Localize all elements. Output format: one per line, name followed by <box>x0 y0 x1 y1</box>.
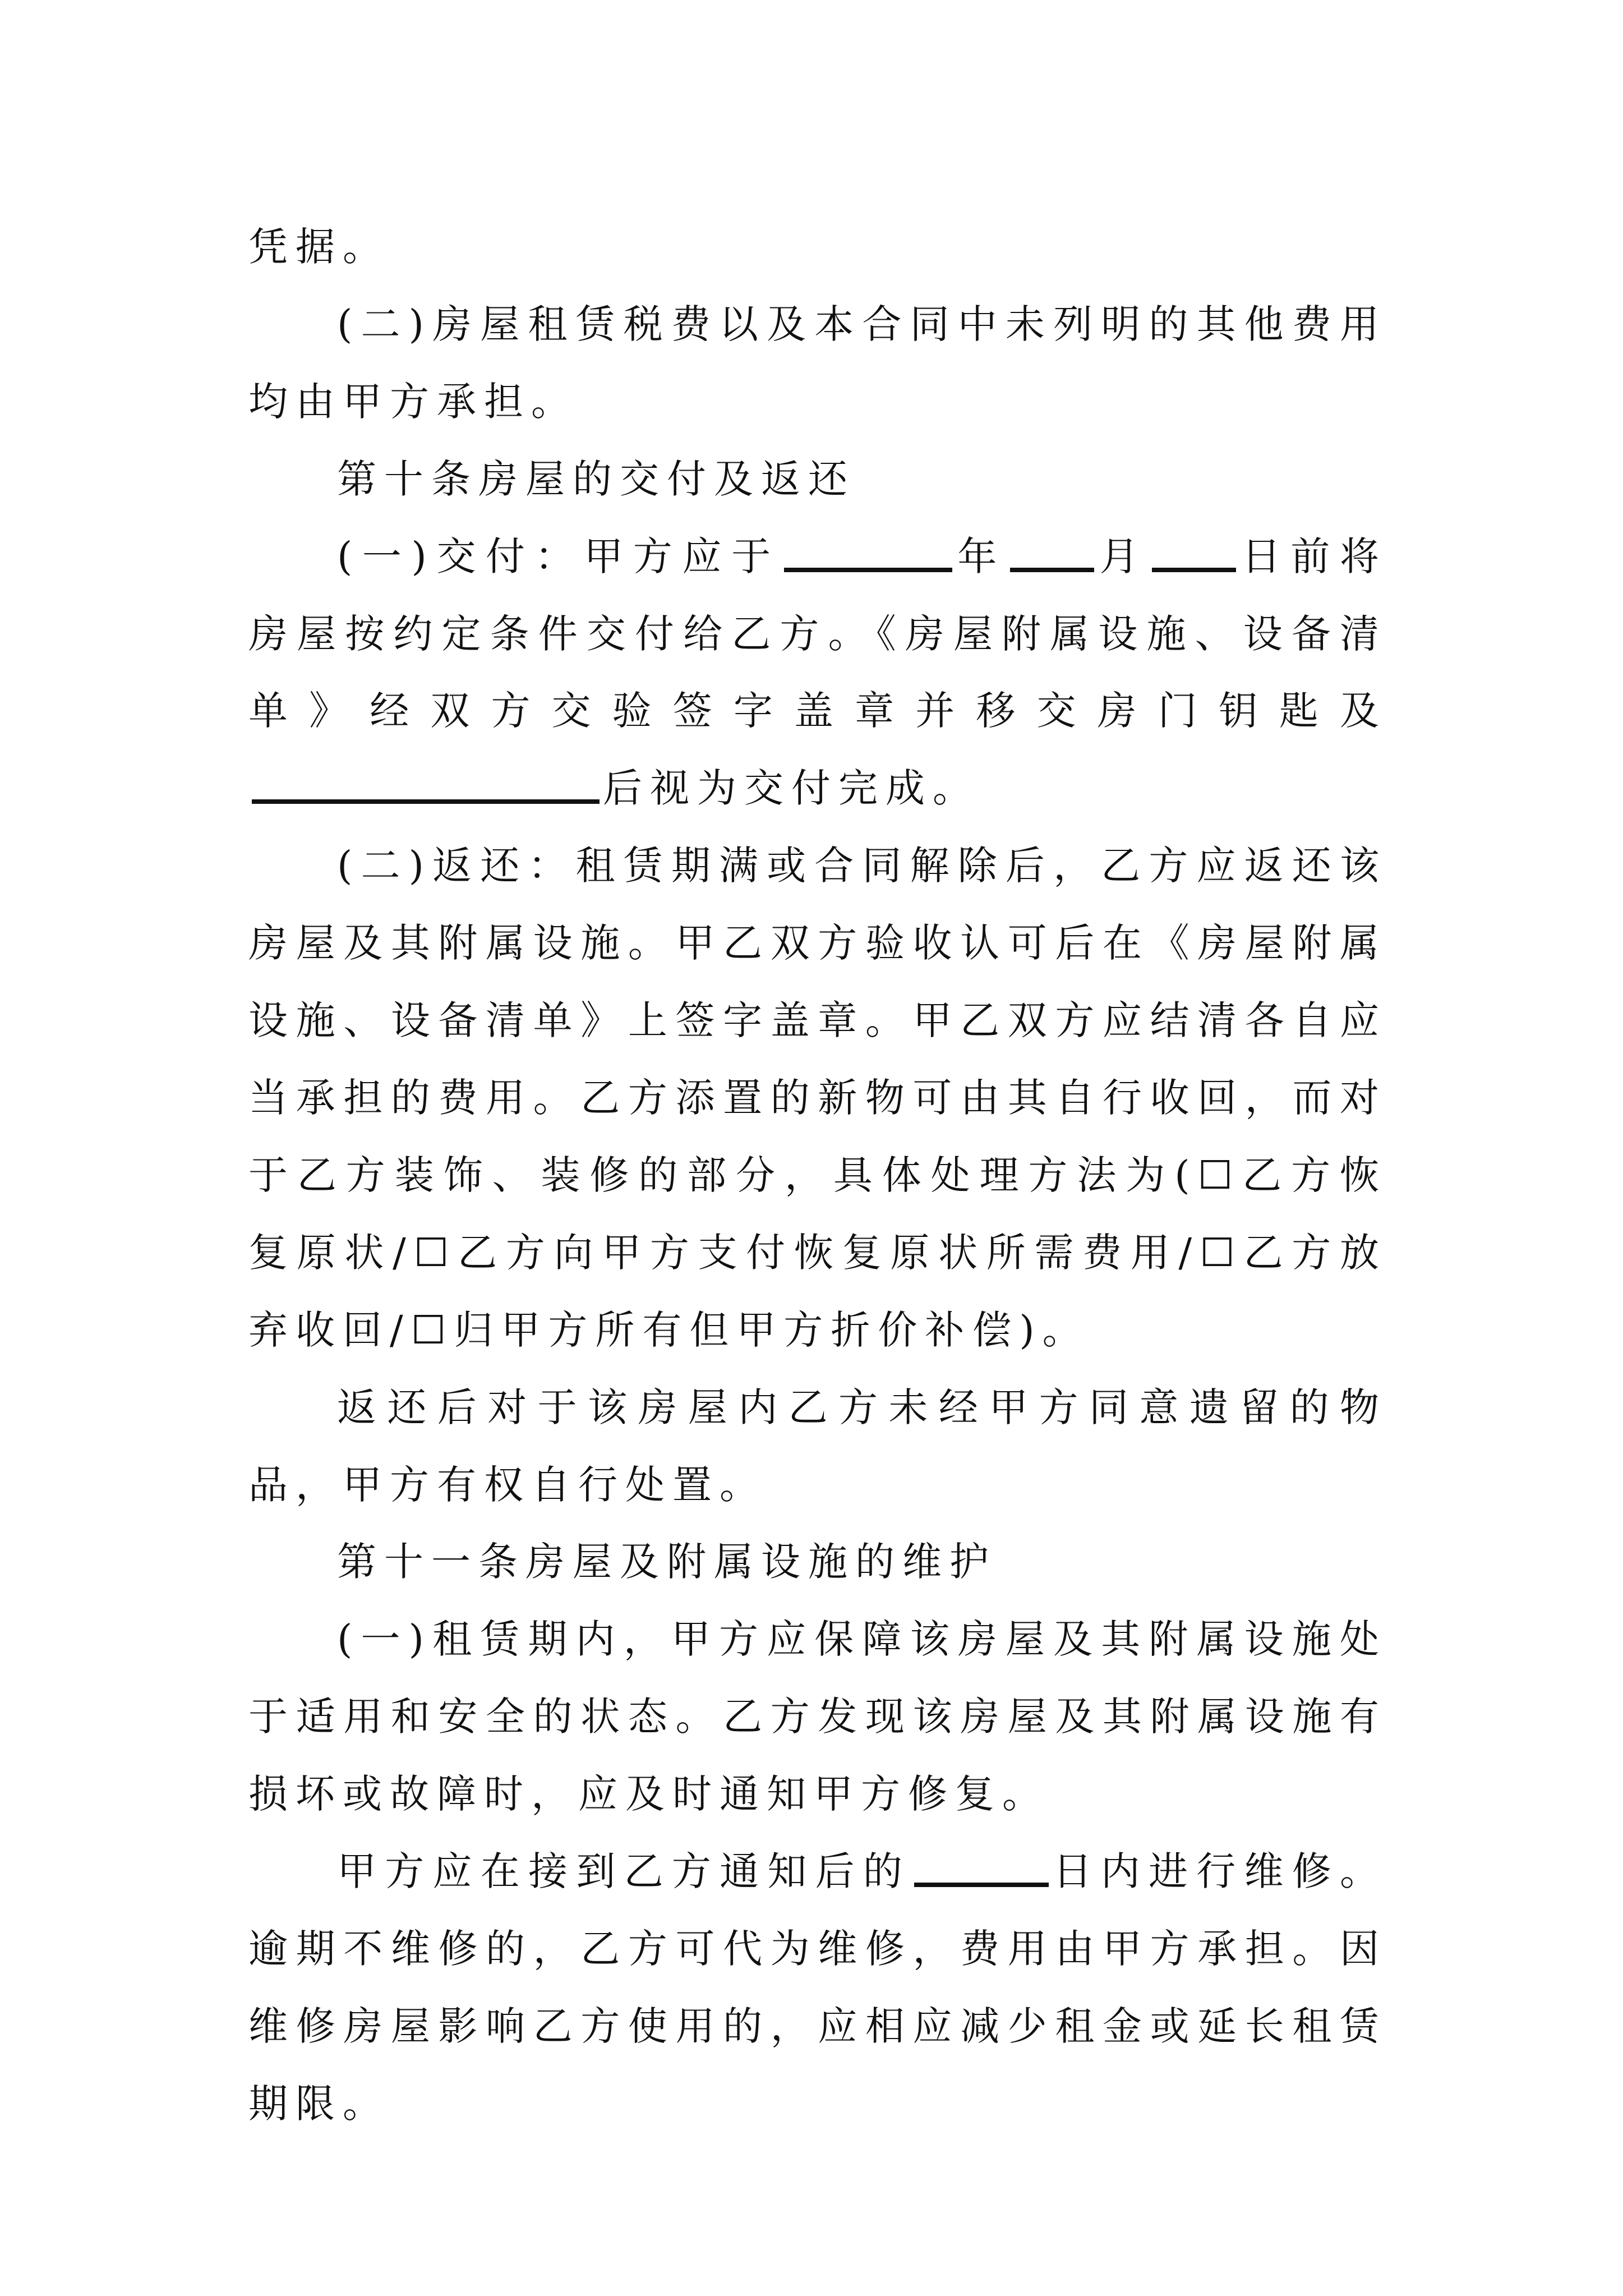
day-blank <box>1152 568 1236 572</box>
article-10-heading: 第十条房屋的交付及返还 <box>337 455 855 502</box>
paragraph-receipt: 凭据。 <box>248 224 390 270</box>
paragraph-taxes-fees: (二)房屋租赁税费以及本合同中未列明的其他费用均由甲方承担。 <box>248 301 1387 425</box>
paragraph-return: (二)返还：租赁期满或合同解除后，乙方应返还该房屋及其附属设施。甲乙双方验收认可后在《房屋附属设施、设备清单》上签字盖章。甲乙双方应结清各自应当承担的费用。乙方添置的新物可由其自行收回，而对于乙方装饰、装修的部分，具体处理方法为(☐乙方恢复原状/☐乙方向甲方支付恢复原状所需费用/☐乙方放弃收回/☐归甲方所有但甲方折价补偿)。 <box>248 843 1387 1353</box>
delivery-text-1: (一)交付：甲方应于 <box>337 533 781 579</box>
paragraph-delivery <box>248 518 1387 828</box>
repair-text-1: 甲方应在接到乙方通知后的 <box>337 1848 911 1895</box>
paragraph-maintenance: (一)租赁期内，甲方应保障该房屋及其附属设施处于适用和安全的状态。乙方发现该房屋及其附属设施有损坏或故障时，应及时通知甲方修复。 <box>248 1616 1387 1818</box>
document-body <box>248 209 1387 2143</box>
year-blank <box>784 568 952 572</box>
article-11-heading: 第十一条房屋及附属设施的维护 <box>337 1539 997 1585</box>
paragraph-repair-deadline <box>248 1833 1387 2143</box>
delivery-text-2: 日前将房屋按约定条件交付给乙方。《房屋附属设施、设备清单》经双方交验签字盖章并移交房门钥匙及 <box>248 533 1387 734</box>
paragraph-left-items: 返还后对于该房屋内乙方未经甲方同意遗留的物品，甲方有权自行处置。 <box>248 1384 1387 1508</box>
delivery-text-year: 年 <box>955 533 1007 579</box>
delivery-text-month: 月 <box>1097 533 1149 579</box>
delivery-text-3: 后视为交付完成。 <box>603 765 980 812</box>
repair-days-blank <box>914 1883 1049 1887</box>
handover-items-blank <box>252 799 600 804</box>
repair-text-2: 日内进行维修。逾期不维修的，乙方可代为维修，费用由甲方承担。因维修房屋影响乙方使用的，应相应减少租金或延长租赁期限。 <box>248 1848 1387 2127</box>
month-blank <box>1010 568 1094 572</box>
